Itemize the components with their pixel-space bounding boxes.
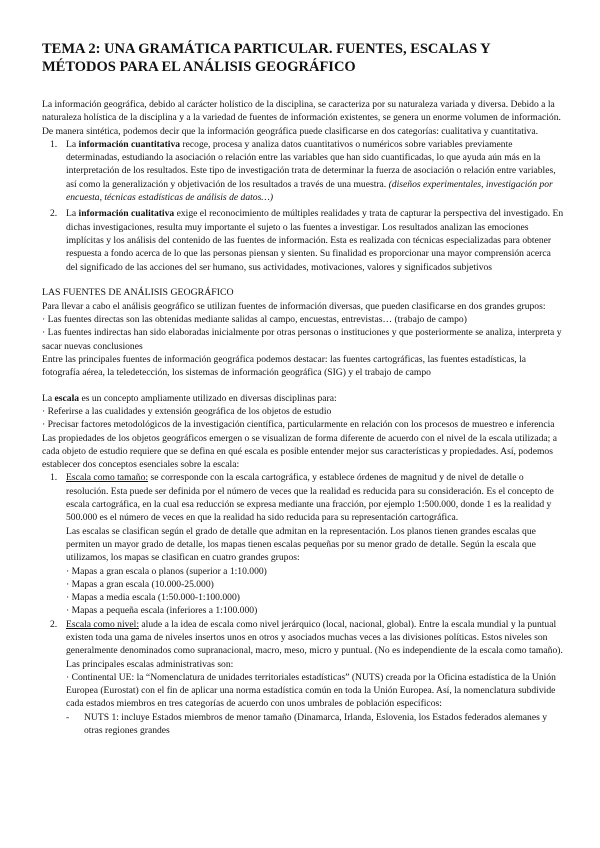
item-lead: La (66, 208, 77, 220)
list-number: 2. (50, 208, 58, 220)
scale-intro (42, 392, 564, 405)
intro-paragraph: La información geográfica, debido al carácter holístico de la disciplina, se caracteriza por su naturaleza variada y diversa. Debido a la naturaleza holística de la disciplina y a la variedad de fuentes de información existentes, se genera un enorme volumen de información. De manera sintética, podemos decir que la información geográfica puede clasificarse en dos categorías: cualitativa y cuantitativa. (42, 99, 561, 137)
nuts-text: NUTS 1: incluye Estados miembros de menor tamaño (Dinamarca, Irlanda, Eslovenia, los Estados federados alemanes y otras regiones grandes (84, 711, 548, 737)
item-extra: Las escalas se clasifican según el grado de detalle que admitan en la representación. Los planos tienen grandes escalas que permiten un mayor grado de detalle, los mapas tienen escalas pequeñas por su menor grado de detalle. Según la escala que utilizamos, los mapas se clasifican en cuatro grandes grupos: (66, 525, 536, 564)
item-text: exige el reconocimiento de múltiples realidades y trata de capturar la perspectiva del investigado. En dichas investigaciones, resulta muy importante el sujeto o las fuentes a investigar. Los resultados analizan las emociones implícitas y los análisis del contenido de las fuentes de información. Esta es realizada con técnicas especializadas para obtener respuesta a fondo acerca de lo que las personas piensan y sienten. Su finalidad es proporcionar una mayor comprensión acerca del significado de las acciones del ser humano, sus actividades, motivaciones, valores y significados subjetivos (66, 208, 564, 273)
item-term: información cuantitativa (78, 138, 181, 150)
list-item-qualitative (42, 207, 564, 273)
nuts-item (42, 711, 564, 738)
scale-concepts-list (42, 471, 564, 710)
item-text: alude a la idea de escala como nivel jerárquico (local, nacional, global). Entre la escala mundial y la puntual existen toda una gama de niveles insertos unos en otros y asociados muchas veces a las divisiones políticas. Estos niveles son generalmente denominados como supranacional, macro, meso, micro y puntual. (No es independiente de la escala como tamaño). Las principales escalas administrativas son: (66, 618, 563, 670)
scale-use-item: · Referirse a las cualidades y extensión geográfica de los objetos de estudio (42, 405, 332, 417)
sources-intro: Para llevar a cabo el análisis geográfico se utilizan fuentes de información diversas, que pueden clasificarse en dos grandes grupos: (42, 300, 546, 312)
item-note: (diseños experimentales, investigación por encuesta, técnicas estadísticas de análisis de datos…) (66, 178, 553, 204)
page-title: TEMA 2: UNA GRAMÁTICA PARTICULAR. FUENTES, ESCALAS Y MÉTODOS PARA EL ANÁLISIS GEOGRÁFICO (42, 41, 491, 75)
map-scale-item: · Mapas a media escala (1:50.000-1:100.000) (66, 592, 240, 604)
list-number: 1. (50, 138, 58, 150)
item-text: se corresponde con la escala cartográfica, y establece órdenes de magnitud y de nivel de detalle o resolución. Esta puede ser definida por el número de veces que la realidad es reducida para su consideración. Es el concepto de escala cartográfica, en la cual esa reducción se expresa mediante una fracción, por ejemplo 1:500.000, donde 1 es la realidad y 500.000 es el número de veces en que la realidad ha sido reducida para su representación cartográfica. (66, 472, 554, 524)
map-scale-item: · Mapas a gran escala (10.000-25.000) (66, 578, 214, 590)
document-page (42, 40, 564, 737)
list-item-scale-level (42, 618, 564, 711)
dash-marker: - (66, 711, 70, 723)
info-types-list (42, 138, 564, 274)
section-heading-sources: LAS FUENTES DE ANÁLISIS GEOGRÁFICO (42, 286, 234, 298)
map-scale-item: · Mapas a pequeña escala (inferiores a 1:100.000) (66, 605, 258, 617)
scale-use-item: · Precisar factores metodológicos de la investigación científica, particularmente en relación con los procesos de muestreo e inferencia (42, 419, 555, 431)
sources-outro: Entre las principales fuentes de información geográfica podemos destacar: las fuentes cartográficas, las fuentes estadísticas, la fotografía aérea, la teledetección, los sistemas de información geográfica (SIG) y el trabajo de campo (42, 354, 527, 379)
list-item-quantitative (42, 138, 564, 204)
item-term: Escala como nivel: (66, 618, 139, 630)
list-number: 1. (50, 472, 58, 484)
scale-term: escala (54, 392, 80, 404)
item-text: recoge, procesa y analiza datos cuantitativos o numéricos sobre variables previamente determinadas, estudiando la asociación o relación entre las variables que han sido cuantificadas, lo que ayuda aún más en la interpretación de los resultados. Este tipo de investigación trata de determinar la fuerza de asociación o relación entre variables, así como la generalización y objetivación de los resultados a través de una muestra. (66, 138, 556, 190)
sources-item-direct: · Las fuentes directas son las obtenidas mediante salidas al campo, encuestas, entrevistas… (trabajo de campo) (42, 314, 467, 326)
map-scale-item: · Mapas a gran escala o planos (superior a 1:10.000) (66, 565, 267, 577)
scale-properties: Las propiedades de los objetos geográficos emergen o se visualizan de forma diferente de acuerdo con el nivel de la escala utilizada; a cada objeto de estudio requiere que se defina en qué escala es posible entender mejor sus características y propiedades. Así, podemos establecer dos conceptos esenciales sobre la escala: (42, 432, 558, 471)
continental-item: · Continental UE: la “Nomenclatura de unidades territoriales estadísticas” (NUTS) creada por la Oficina estadística de la Unión Europea (Eurostat) con el fin de aplicar una norma estadística común en toda la Unión Europea. Así, la nomenclatura subdivide cada estados miembros en tres categorías de acuerdo con unos umbrales de población específicos: (66, 671, 556, 710)
sources-item-indirect: · Las fuentes indirectas han sido elaboradas inicialmente por otras personas o instituciones y que posteriormente se analiza, interpreta y sacar nuevas conclusiones (42, 327, 562, 352)
item-term: Escala como tamaño: (66, 472, 149, 484)
list-number: 2. (50, 618, 58, 630)
list-item-scale-size (42, 471, 564, 617)
scale-lead: La (42, 392, 55, 404)
scale-intro-text: es un concepto ampliamente utilizado en diversas disciplinas para: (79, 392, 337, 404)
item-lead: La (66, 138, 77, 150)
item-term: información cualitativa (78, 208, 175, 220)
